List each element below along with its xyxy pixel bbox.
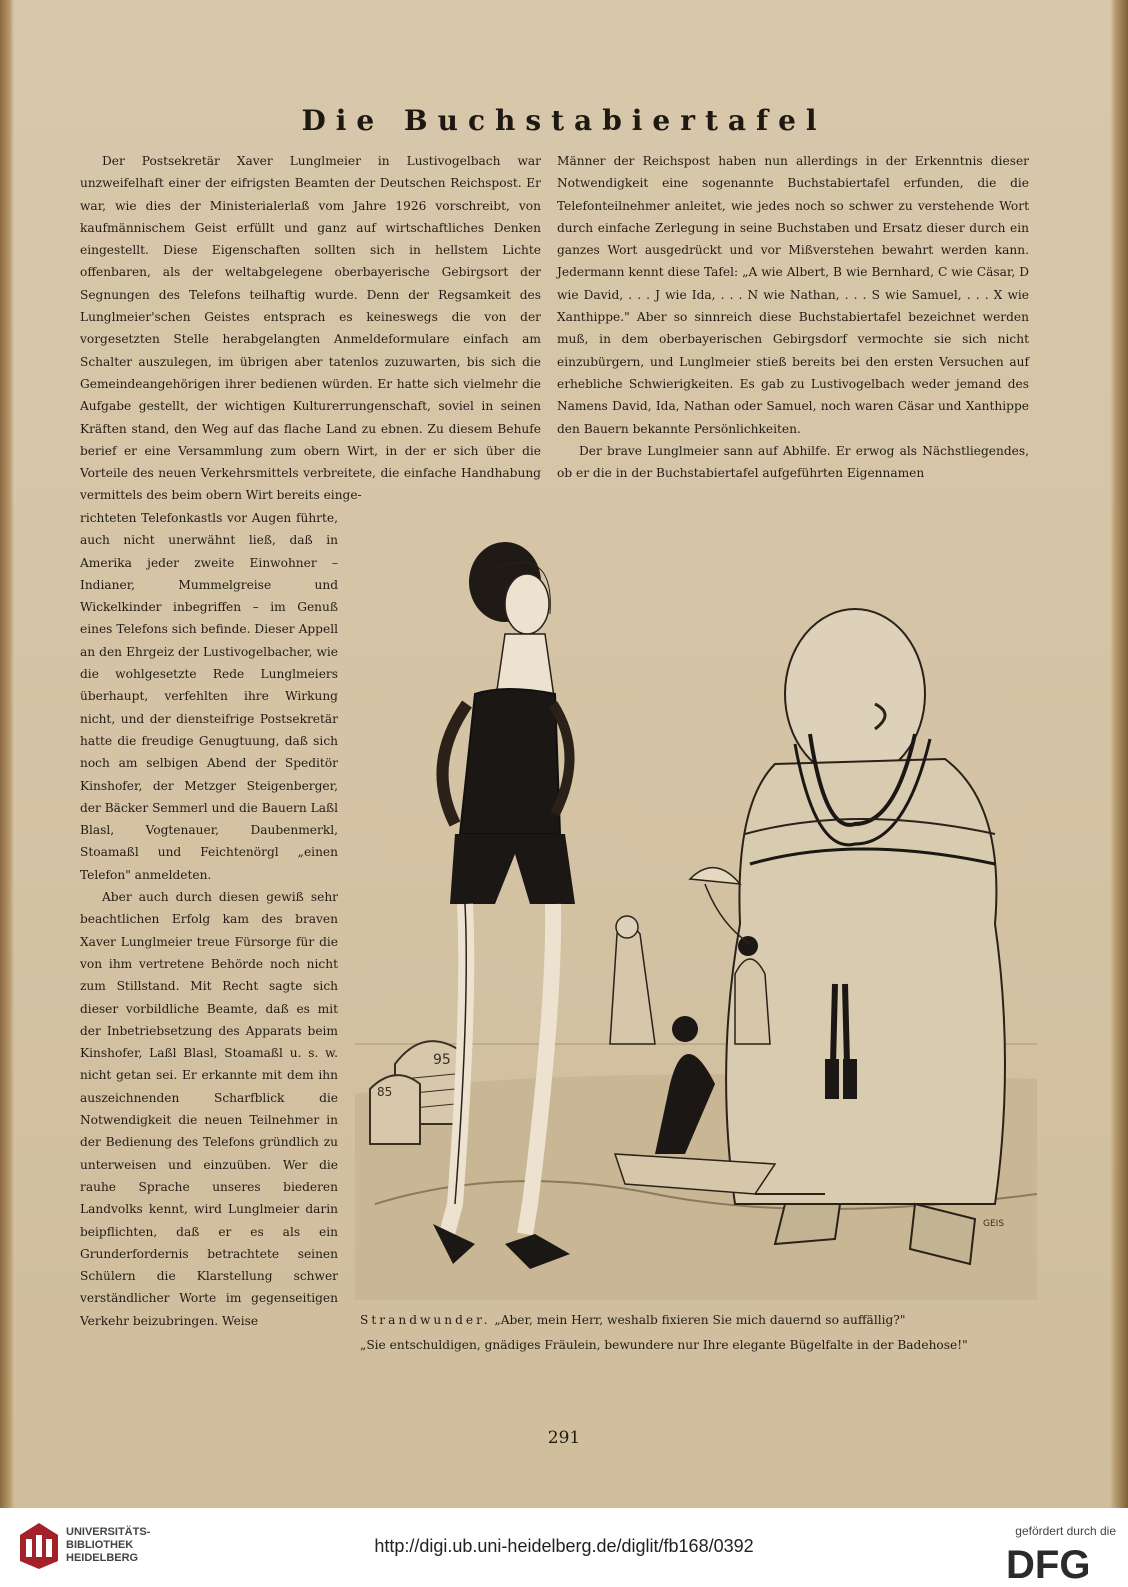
library-name-line: HEIDELBERG: [66, 1552, 139, 1564]
right-column: [557, 150, 1029, 484]
caption-line: [360, 1313, 1040, 1327]
dfg-logo-text: DFG: [1006, 1543, 1091, 1582]
left-column-narrow: [80, 507, 338, 1332]
beach-illustration: [355, 504, 1037, 1300]
left-column-top: [80, 150, 541, 507]
paragraph: Der Postsekretär Xaver Lunglmeier in Lustivogelbach war unzweifelhaft einer der eifrigsten Beamten der Deutschen Reichspost. Er war, wie dies der Ministerialerlaß vom Jahre 1926 vorschreibt, von kaufmännischem Geist erfüllt und ganz auf wirtschaftliches Denken eingestellt. Diese Eigenschaften sollten sich in hellstem Lichte offenbaren, als der weltabgelegene oberbayerische Gebirgsort der Segnungen des Telefons teilhaftig wurde. Denn der Regsamkeit des Lunglmeier'schen Geistes entsprach es keineswegs die von der vorgesetzten Stelle herabgelangten Anmeldeformulare einfach am Schalter auszulegen, im übrigen aber tatenlos zuzuwarten, bis sich die Gemeindeangehörigen ihrer bedienen würden. Er hatte sich vielmehr die Aufgabe gestellt, der wichtigen Kulturerrungenschaft, soviel in seinen Kräften stand, den Weg auf das flache Land zu ebnen. Zu diesem Behufe berief er eine Versammlung zum obern Wirt, in der er sich über die Vorteile des neuen Verkehrsmittels verbreitete, die einfache Handhabung vermittels des beim obern Wirt bereits einge-: [80, 154, 541, 503]
caption-line: „Sie entschuldigen, gnädiges Fräulein, bewundere nur Ihre elegante Bügelfalte in der Badehose!": [360, 1338, 968, 1352]
caption-label: Strandwunder.: [360, 1313, 491, 1327]
caption-text: „Aber, mein Herr, weshalb fixieren Sie mich dauernd so auffällig?": [494, 1313, 906, 1327]
library-name-line: BIBLIOTHEK: [66, 1539, 134, 1551]
artist-signature: GEIS: [983, 1219, 1005, 1229]
library-name-line: UNIVERSITÄTS-: [66, 1526, 151, 1538]
dfg-logo-icon: [1006, 1542, 1116, 1582]
funded-by-text: gefördert durch die: [1015, 1524, 1116, 1538]
paragraph: richteten Telefonkastls vor Augen führte, auch nicht unerwähnt ließ, daß in Amerika jeder zweite Einwohner – Indianer, Mummelgreise und Wickelkinder inbegriffen – im Genuß eines Telefons sich befinde. Dieser Appell an den Ehrgeiz der Lustivogelbacher, wie die wohlgesetzte Rede Lunglmeiers überhaupt, verfehlten ihre Wirkung nicht, und der diensteifrige Postsekretär hatte die freudige Genugtuung, daß sich noch am selbigen Abend der Speditör Kinshofer, der Metzger Steigenberger, der Bäcker Semmerl und die Bauern Laßl Blasl, Vogtenauer, Daubenmerkl, Stoamaßl und Feichtenörgl „einen Telefon" anmeldeten.: [80, 511, 338, 882]
paragraph: Aber auch durch diesen gewiß sehr beachtlichen Erfolg kam des braven Xaver Lunglmeier treue Fürsorge für die von ihm vertretene Behörde noch nicht zum Stillstand. Mit Recht sagte sich dieser vorbildliche Beamte, daß es mit der Inbetriebsetzung des Apparats beim Kinshofer, Laßl Blasl, Stoamaßl u. s. w. nicht getan sei. Er erkannte mit dem ihn auszeichnenden Scharfblick die Notwendigkeit die neuen Teilnehmer in der Bedienung des Telefons gründlich zu unterweisen und einzuüben. Wer die rauhe Sprache unseres biederen Landvolks kennt, wird Lunglmeier darin beipflichten, daß er es als ein Grunderfordernis betrachtete seinen Schülern die Klarstellung schwer verständlicher Worte im gegenseitigen Verkehr beizubringen. Weise: [80, 890, 338, 1328]
article-title: Die Buchstabiertafel: [301, 104, 827, 137]
hut-number: 95: [433, 1052, 451, 1068]
paragraph: Männer der Reichspost haben nun allerdings in der Erkenntnis dieser Notwendigkeit eine sogenannte Buchstabiertafel erfunden, die die Telefonteilnehmer anleitet, wie jedes noch so schwer zu verstehende Wort durch einfache Zerlegung in seine Buchstaben und Ersatz dieser durch ein ganzes Wort ausgedrückt und vor Mißverstehen bewahrt werden kann. Jedermann kennt diese Tafel: „A wie Albert, B wie Bernhard, C wie Cäsar, D wie David, . . . J wie Ida, . . . N wie Nathan, . . . S wie Samuel, . . . X wie Xanthippe." Aber so sinnreich diese Buchstabiertafel bezeichnet werden muß, in dem oberbayerischen Gebirgsdorf vermochte sie sich nicht einzubürgern, und Lunglmeier stieß bereits bei den ersten Versuchen auf erhebliche Schwierigkeiten. Es gab zu Lustivogelbach weder jemand des Namens David, Ida, Nathan oder Samuel, noch waren Cäsar und Xanthippe den Bauern bekannte Persönlichkeiten.: [557, 154, 1029, 436]
hut-number: 85: [377, 1085, 393, 1099]
paragraph: Der brave Lunglmeier sann auf Abhilfe. Er erwog als Nächstliegendes, ob er die in der Buchstabiertafel aufgeführten Eigennamen: [557, 443, 1029, 481]
permalink-url[interactable]: http://digi.ub.uni-heidelberg.de/diglit/fb168/0392: [374, 1536, 754, 1556]
footer-bar: [0, 1508, 1128, 1587]
page-number: 291: [547, 1428, 581, 1448]
